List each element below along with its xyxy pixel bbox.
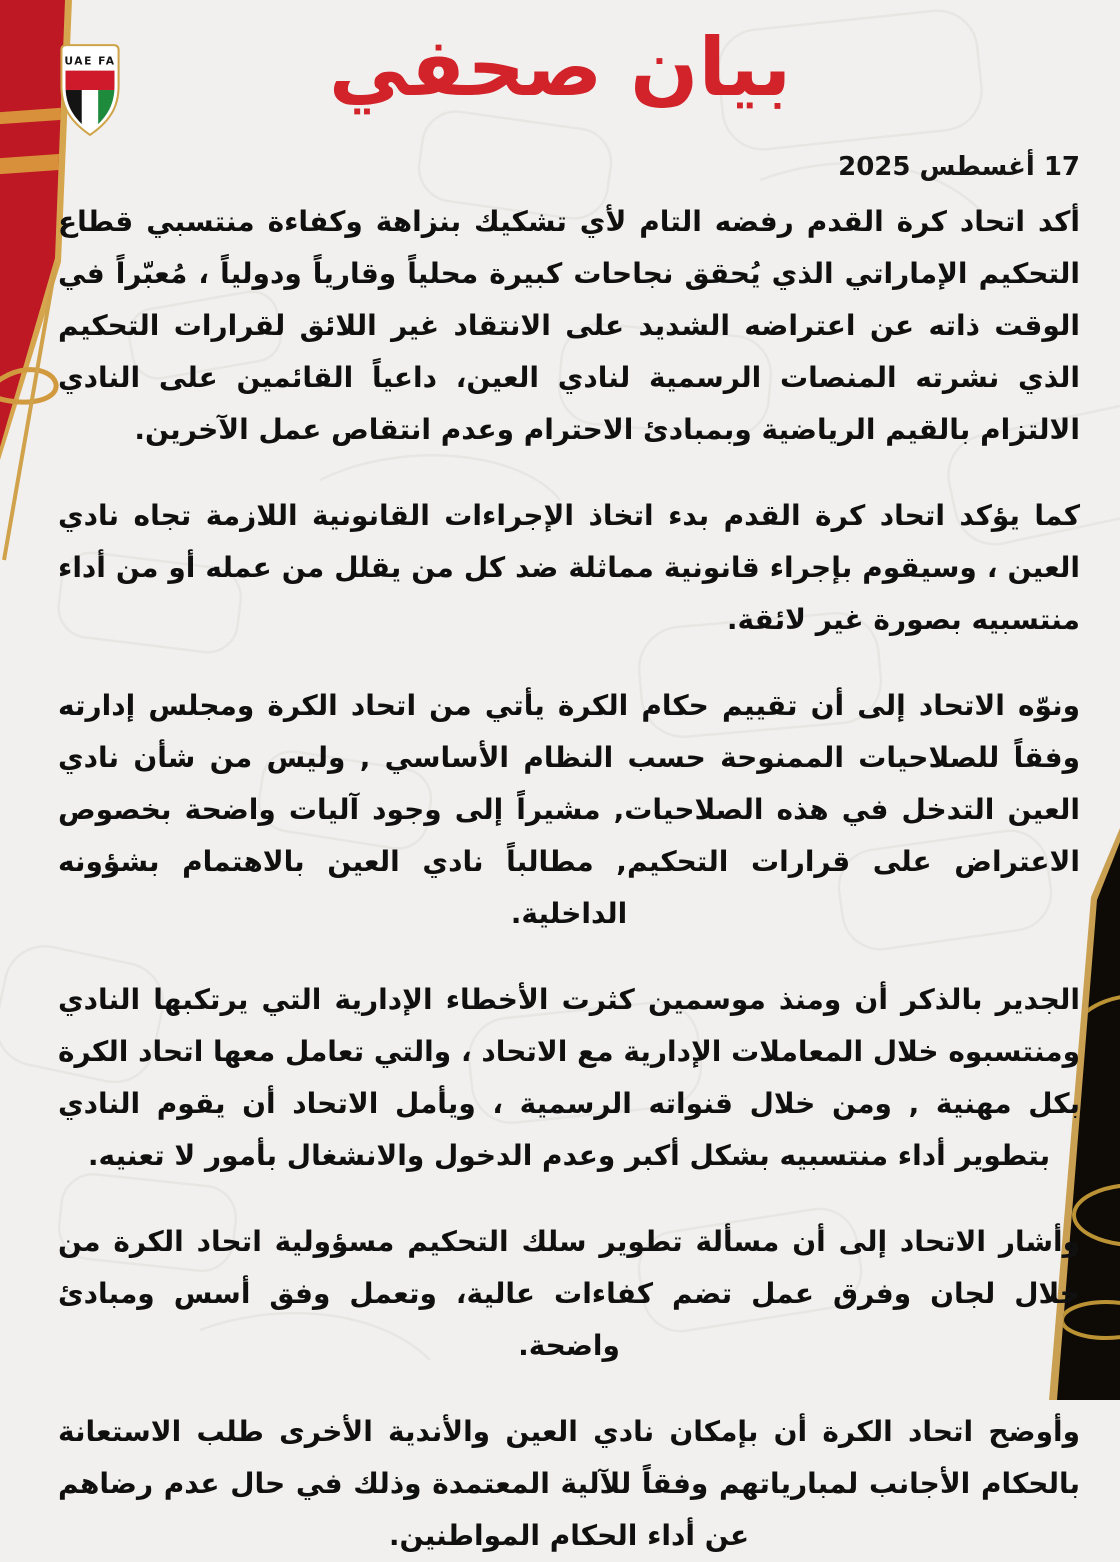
paragraph-6: وأوضح اتحاد الكرة أن بإمكان نادي العين والأندية الأخرى طلب الاستعانة بالحكام الأجانب لمبارياتهم وفقاً للآلية المعتمدة وذلك في حال عدم رضاهم عن أداء الحكام المواطنين.	[58, 1415, 1080, 1552]
paragraph-4: الجدير بالذكر أن ومنذ موسمين كثرت الأخطاء الإدارية التي يرتكبها النادي ومنتسبوه خلال المعاملات الإدارية مع الاتحاد ، والتي تعامل معها اتحاد الكرة بكل مهنية , ومن خلال قنواته الرسمية ، ويأمل الاتحاد أن يقوم النادي بتطوير أداء منتسبيه بشكل أكبر وعدم الدخول والانشغال بأمور لا تعنيه.	[58, 983, 1080, 1172]
paragraph-1: أكد اتحاد كرة القدم رفضه التام لأي تشكيك بنزاهة وكفاءة منتسبي قطاع التحكيم الإماراتي الذي يُحقق نجاحات كبيرة محلياً وقارياً ودولياً ، مُعبّراً في الوقت ذاته عن اعتراضه الشديد على الانتقاد غير اللائق لقرارات التحكيم الذي نشرته المنصات الرسمية لنادي العين، داعياً القائمين على النادي الالتزام بالقيم الرياضية وبمبادئ الاحترام وعدم انتقاص عمل الآخرين.	[58, 205, 1080, 446]
crest-logo-text: UAE FA	[64, 54, 116, 68]
press-release-date: 17 أغسطس 2025	[838, 152, 1080, 182]
paragraph-2: كما يؤكد اتحاد كرة القدم بدء اتخاذ الإجراءات القانونية اللازمة تجاه نادي العين ، وسيقوم بإجراء قانونية مماثلة ضد كل من يقلل من عمله أو من أداء منتسبيه بصورة غير لائقة.	[58, 499, 1080, 636]
paragraph-5: وأشار الاتحاد إلى أن مسألة تطوير سلك التحكيم مسؤولية اتحاد الكرة من خلال لجان وفرق عمل تضم كفاءات عالية، وتعمل وفق أسس ومبادئ واضحة.	[58, 1225, 1080, 1362]
paragraph-3: ونوّه الاتحاد إلى أن تقييم حكام الكرة يأتي من اتحاد الكرة ومجلس إدارته وفقاً للصلاحيات الممنوحة حسب النظام الأساسي , وليس من شأن نادي العين التدخل في هذه الصلاحيات, مشيراً إلى وجود آليات واضحة بخصوص الاعتراض على قرارات التحكيم, مطالباً نادي العين بالاهتمام بشؤونه الداخلية.	[58, 689, 1080, 930]
press-release-title: بيان صحفي	[328, 21, 792, 114]
press-release-body	[58, 196, 1080, 1562]
